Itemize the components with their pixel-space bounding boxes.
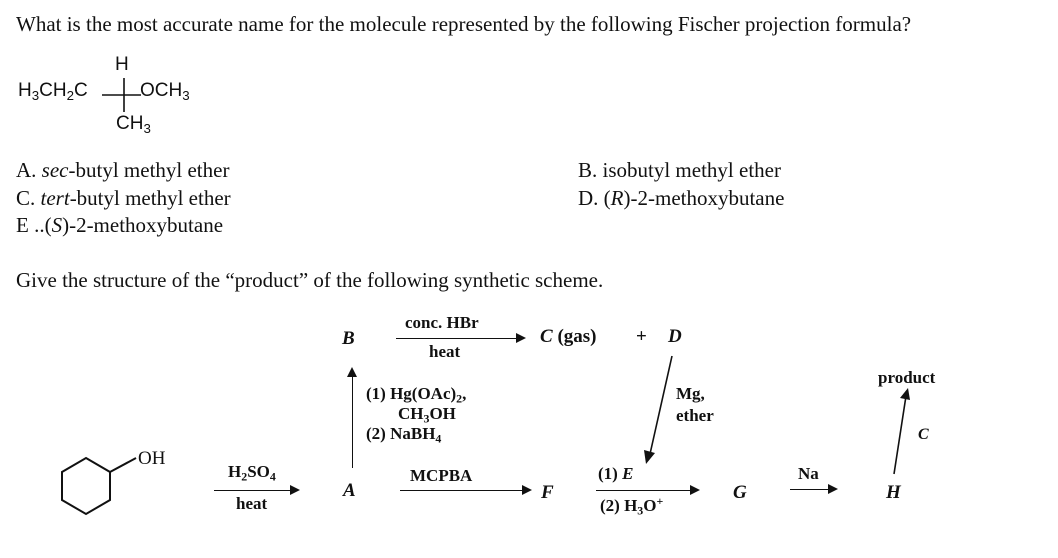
compound-h: H [886,482,901,503]
arrow-start-to-a [214,490,292,491]
plus-sign: + [636,326,647,347]
option-e[interactable]: E ..(S)-2-methoxybutane [16,213,224,237]
fischer-cross [100,74,142,116]
option-c[interactable]: C. tert-butyl methyl ether [16,186,231,210]
arrow-g-to-h [790,489,830,490]
product-label: product [878,368,936,387]
reagent-ch3oh: $CH_3OH$ [398,404,456,426]
reagent-e: (1) E [598,464,634,483]
arrowhead-b-to-c [516,333,526,343]
reagent-h3o: (2) $H_3O^+$ [600,494,664,518]
fischer-bottom: $CH_3$ [116,113,151,136]
reagent-mcpba: MCPBA [410,466,473,485]
compound-g: G [733,482,747,503]
question1-prompt: What is the most accurate name for the molecule represented by the following Fischer projection formula? [16,12,912,36]
arrowhead-start-to-a [290,485,300,495]
compound-c-gas: C (gas) [540,326,597,347]
reagent-nabh4: (2) NaBH$_4$ [366,424,442,446]
option-b[interactable]: B. isobutyl methyl ether [578,158,781,182]
question2-prompt: Give the structure of the “product” of the following synthetic scheme. [16,268,604,292]
reagent-ether: ether [676,406,714,425]
reagent-heat-1: heat [236,494,268,513]
arrow-d-down [640,350,680,470]
arrowhead-a-to-f [522,485,532,495]
compound-d: D [668,326,682,347]
compound-f: F [541,482,554,503]
arrow-h-to-product [880,386,920,480]
option-d[interactable]: D. (R)-2-methoxybutane [578,186,785,210]
arrowhead-g-to-h [828,484,838,494]
arrowhead-f-to-g [690,485,700,495]
reagent-heat-2: heat [429,342,461,361]
fischer-top: H [115,54,129,75]
arrow-b-to-c [396,338,518,339]
option-a[interactable]: A. sec-butyl methyl ether [16,158,230,182]
arrow-a-to-f [400,490,524,491]
arrowhead-a-to-b [347,367,357,377]
arrow-f-to-g [596,490,692,491]
reagent-hgoac: (1) $Hg(OAc)_2$, [366,384,467,406]
reagent-hbr: conc. HBr [405,313,479,332]
reagent-na: Na [798,464,819,483]
compound-a: A [343,480,356,501]
arrow-a-to-b [352,374,353,468]
fischer-right: $OCH_3$ [140,80,190,103]
reagent-h2so4: $H_2SO_4$ [228,462,276,484]
oh-label: OH [138,448,166,469]
fischer-left: $H_3CH_2C$ [18,80,88,103]
compound-c-label: C [918,426,929,443]
compound-b: B [342,328,355,349]
reagent-mg: Mg, [676,384,705,403]
